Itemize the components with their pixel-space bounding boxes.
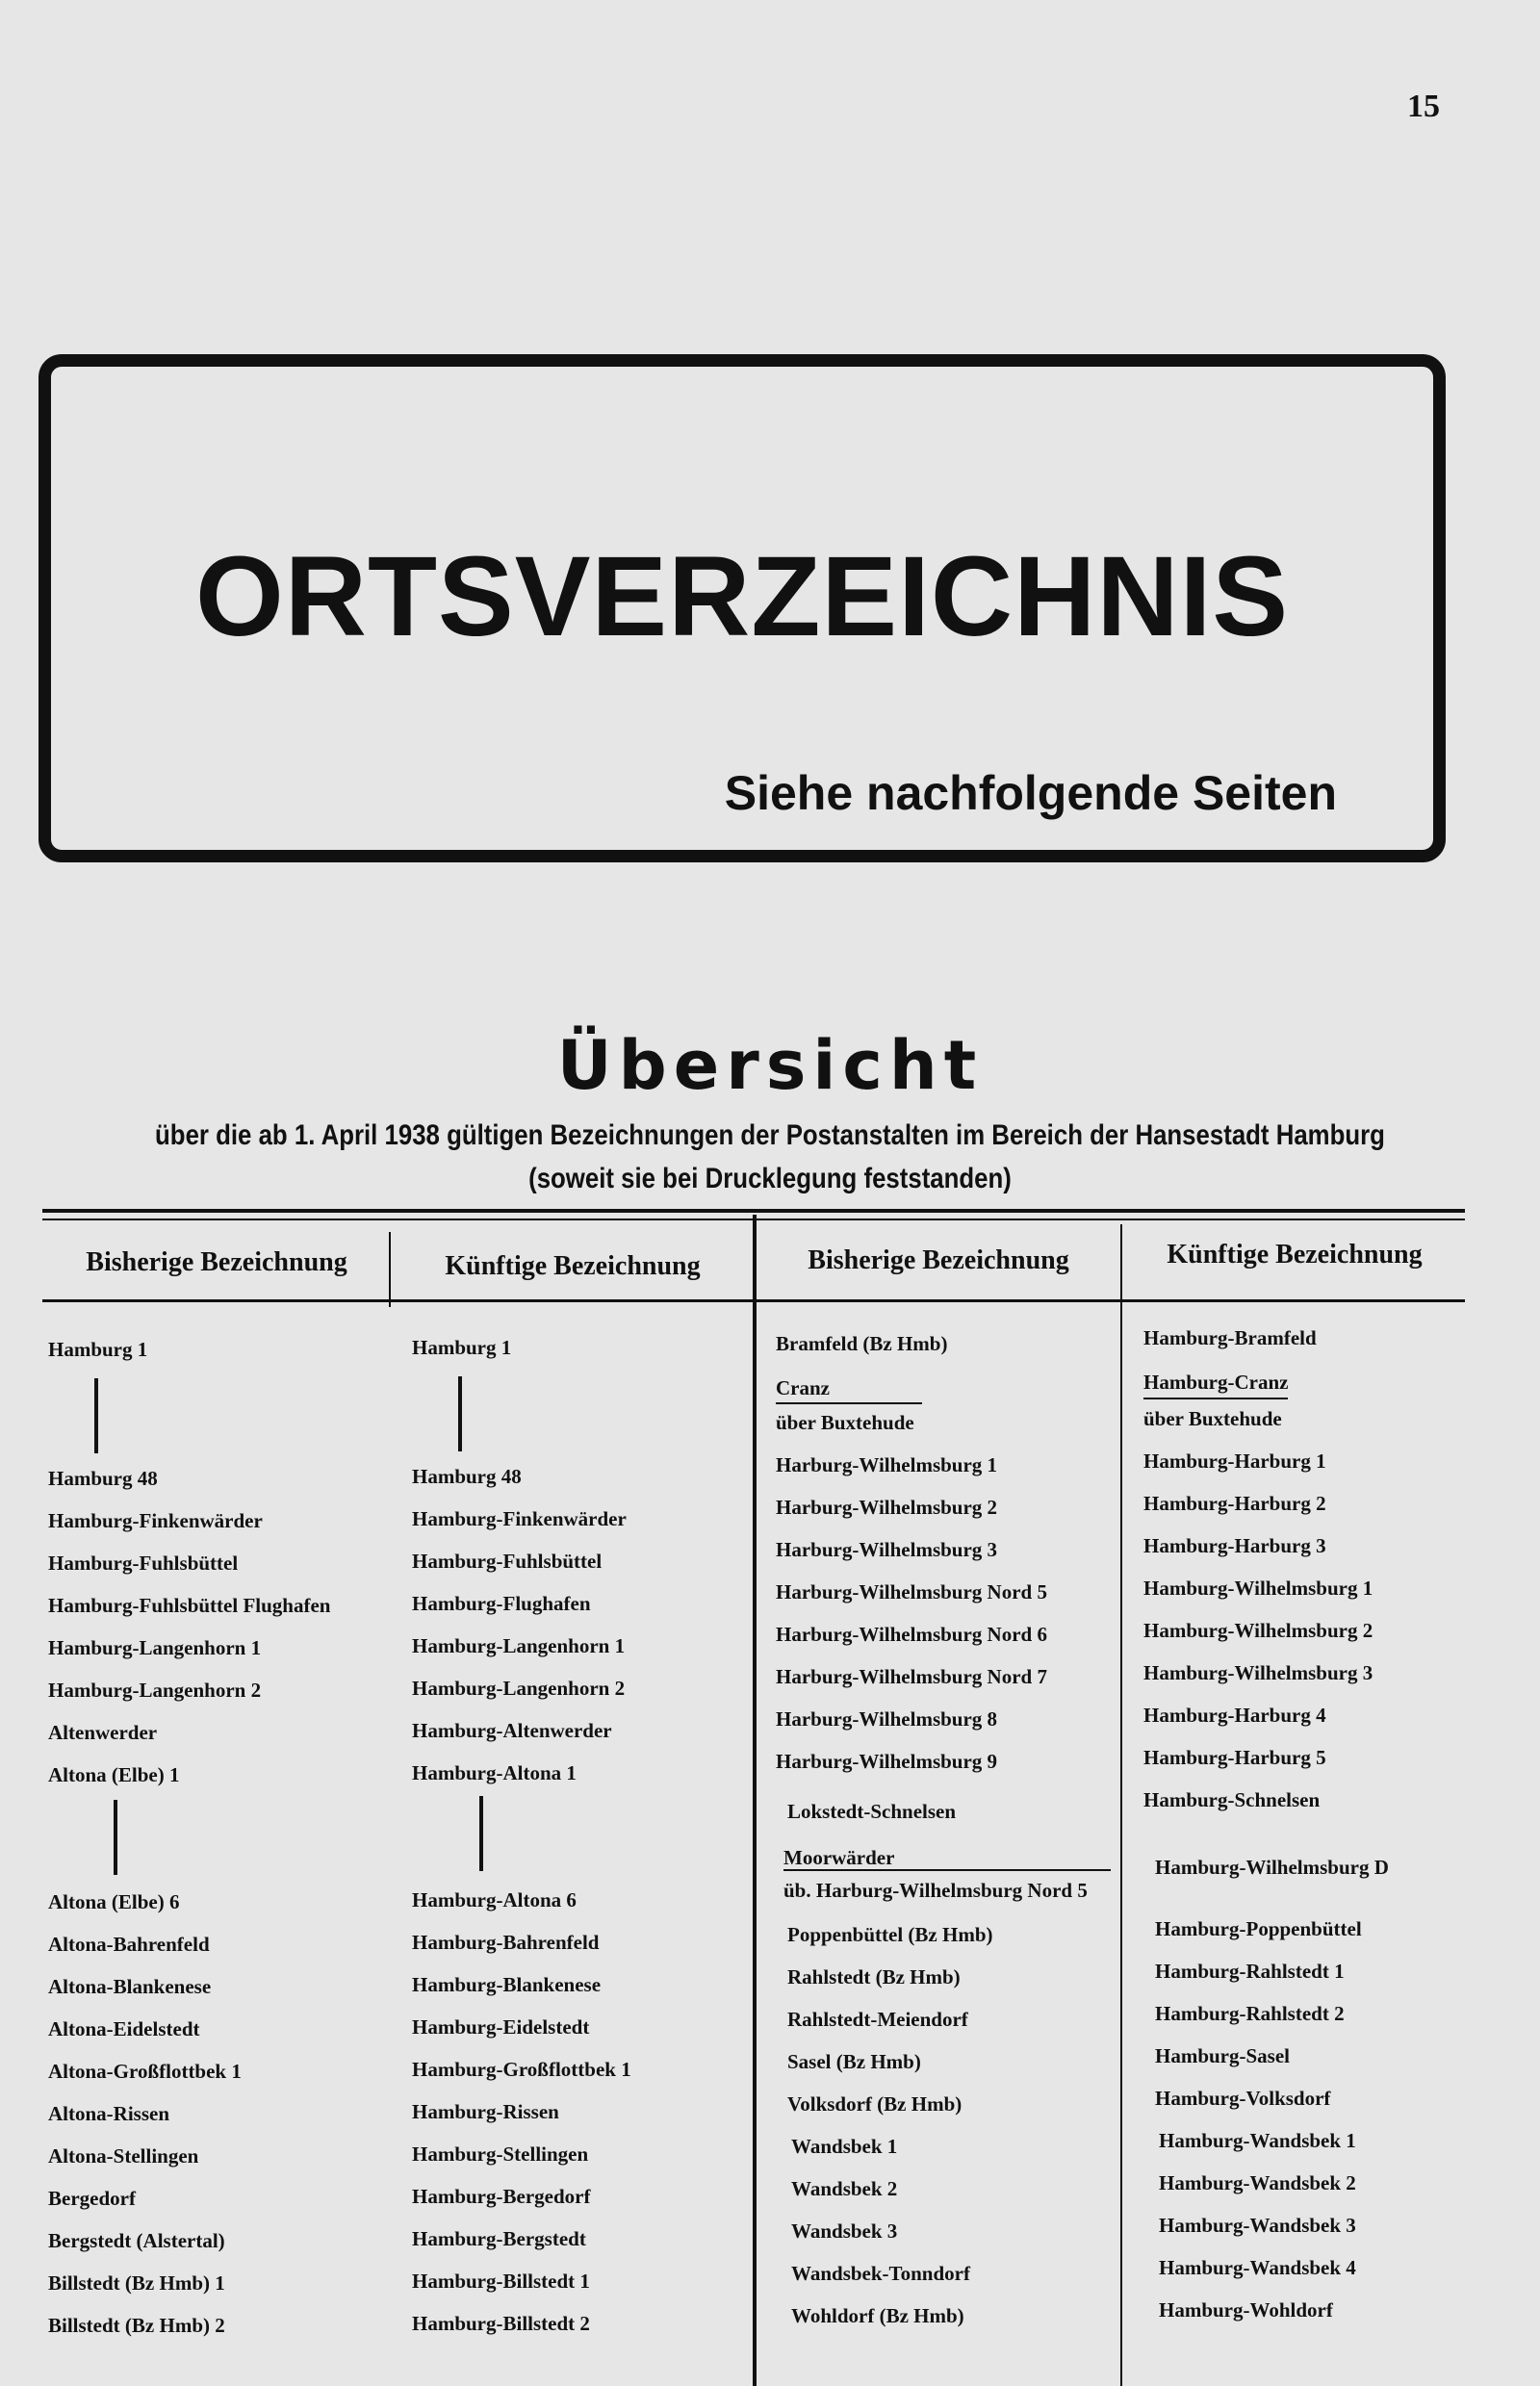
list-item: über Buxtehude xyxy=(776,1411,914,1434)
list-item: über Buxtehude xyxy=(1143,1407,1282,1430)
list-item: Wohldorf (Bz Hmb) xyxy=(791,2304,964,2327)
list-item: Hamburg-Bramfeld xyxy=(1143,1326,1317,1349)
overview-note: (soweit sie bei Drucklegung feststanden) xyxy=(528,1163,1012,1194)
list-item: Cranz xyxy=(776,1376,830,1399)
list-item: Hamburg-Altona 1 xyxy=(412,1761,577,1784)
list-item: Hamburg 48 xyxy=(48,1467,158,1490)
list-item: Harburg-Wilhelmsburg Nord 6 xyxy=(776,1623,1047,1646)
list-item: Bramfeld (Bz Hmb) xyxy=(776,1332,948,1355)
list-item: Hamburg-Wandsbek 3 xyxy=(1159,2214,1356,2237)
list-item: Harburg-Wilhelmsburg 1 xyxy=(776,1453,998,1476)
list-item: Hamburg-Bergstedt xyxy=(412,2227,586,2250)
list-item: Bergstedt (Alstertal) xyxy=(48,2229,225,2252)
list-item: Hamburg-Eidelstedt xyxy=(412,2015,590,2039)
separator-line xyxy=(783,1869,1111,1871)
list-item: Altona (Elbe) 6 xyxy=(48,1890,180,1913)
list-item: Wandsbek 1 xyxy=(791,2135,898,2158)
list-item: Hamburg-Harburg 4 xyxy=(1143,1704,1326,1727)
list-item: Hamburg-Altenwerder xyxy=(412,1719,612,1742)
list-item: Hamburg-Harburg 1 xyxy=(1143,1450,1326,1473)
overview-description: über die ab 1. April 1938 gültigen Bezeichnungen der Postanstalten im Bereich der Hansestadt Hamburg xyxy=(155,1119,1385,1151)
list-item: Harburg-Wilhelmsburg Nord 5 xyxy=(776,1580,1047,1603)
list-item: Altona (Elbe) 1 xyxy=(48,1763,180,1786)
list-item: Hamburg-Großflottbek 1 xyxy=(412,2058,631,2081)
list-item: Poppenbüttel (Bz Hmb) xyxy=(787,1923,993,1946)
list-item: Hamburg-Flughafen xyxy=(412,1592,591,1615)
list-item: Hamburg-Wandsbek 4 xyxy=(1159,2256,1356,2279)
list-item: Altona-Großflottbek 1 xyxy=(48,2060,242,2083)
list-item: Hamburg 1 xyxy=(48,1338,148,1361)
header-right-new: Künftige Bezeichnung xyxy=(1167,1240,1423,1270)
list-item: Wandsbek 3 xyxy=(791,2219,898,2243)
column-right-new xyxy=(1143,1317,1461,2375)
list-item: Hamburg-Volksdorf xyxy=(1155,2087,1331,2110)
list-item: Hamburg-Cranz xyxy=(1143,1371,1289,1394)
list-item: Hamburg-Wilhelmsburg 2 xyxy=(1143,1619,1373,1642)
list-item: Hamburg-Langenhorn 1 xyxy=(48,1636,262,1659)
table-top-rule xyxy=(42,1209,1465,1213)
list-item: Harburg-Wilhelmsburg 8 xyxy=(776,1707,998,1731)
list-item: Hamburg-Finkenwärder xyxy=(48,1509,263,1532)
list-item: Hamburg-Langenhorn 2 xyxy=(48,1679,262,1702)
list-item: Hamburg-Wandsbek 1 xyxy=(1159,2129,1356,2152)
header-left-new: Künftige Bezeichnung xyxy=(445,1251,701,1281)
list-item: Volksdorf (Bz Hmb) xyxy=(787,2092,962,2116)
list-item: Hamburg-Wilhelmsburg D xyxy=(1155,1856,1389,1879)
list-item: Hamburg-Billstedt 1 xyxy=(412,2270,590,2293)
list-item: Hamburg 1 xyxy=(412,1336,512,1359)
list-item: Hamburg-Schnelsen xyxy=(1143,1788,1321,1811)
list-item: Hamburg-Rahlstedt 2 xyxy=(1155,2002,1345,2025)
list-item: Altona-Bahrenfeld xyxy=(48,1933,210,1956)
range-bar xyxy=(114,1800,117,1875)
list-item: Lokstedt-Schnelsen xyxy=(787,1800,957,1823)
page-number: 15 xyxy=(1407,89,1440,124)
list-item: Altenwerder xyxy=(48,1721,158,1744)
list-item: Hamburg-Harburg 3 xyxy=(1143,1534,1326,1557)
list-item: Harburg-Wilhelmsburg 2 xyxy=(776,1496,998,1519)
list-item: Hamburg-Fuhlsbüttel xyxy=(412,1550,603,1573)
separator-line xyxy=(776,1402,922,1404)
list-item: Hamburg-Rissen xyxy=(412,2100,559,2123)
list-item: Wandsbek-Tonndorf xyxy=(791,2262,970,2285)
list-item: üb. Harburg-Wilhelmsburg Nord 5 xyxy=(783,1879,1088,1902)
list-item: Hamburg-Harburg 5 xyxy=(1143,1746,1326,1769)
list-item: Hamburg-Blankenese xyxy=(412,1973,602,1996)
list-item: Hamburg-Wilhelmsburg 3 xyxy=(1143,1661,1373,1684)
header-left-old: Bisherige Bezeichnung xyxy=(86,1247,347,1277)
list-item: Altona-Blankenese xyxy=(48,1975,212,1998)
column-divider-3 xyxy=(1120,1224,1122,2386)
list-item: Sasel (Bz Hmb) xyxy=(787,2050,921,2073)
separator-line xyxy=(1143,1398,1288,1399)
list-item: Harburg-Wilhelmsburg 3 xyxy=(776,1538,998,1561)
list-item: Hamburg-Finkenwärder xyxy=(412,1507,627,1530)
list-item: Hamburg-Fuhlsbüttel Flughafen xyxy=(48,1594,331,1617)
list-item: Hamburg-Harburg 2 xyxy=(1143,1492,1326,1515)
header-right-old: Bisherige Bezeichnung xyxy=(808,1245,1069,1275)
column-divider-1 xyxy=(389,1232,391,1307)
list-item: Harburg-Wilhelmsburg 9 xyxy=(776,1750,998,1773)
list-item: Rahlstedt (Bz Hmb) xyxy=(787,1965,961,1988)
list-item: Hamburg-Wandsbek 2 xyxy=(1159,2171,1356,2194)
list-item: Hamburg-Stellingen xyxy=(412,2142,589,2166)
list-item: Hamburg-Wilhelmsburg 1 xyxy=(1143,1577,1373,1600)
list-item: Hamburg-Langenhorn 2 xyxy=(412,1677,626,1700)
list-item: Hamburg-Billstedt 2 xyxy=(412,2312,590,2335)
list-item: Bergedorf xyxy=(48,2187,136,2210)
list-item: Hamburg-Bergedorf xyxy=(412,2185,591,2208)
title-box xyxy=(38,354,1446,862)
list-item: Hamburg-Sasel xyxy=(1155,2044,1291,2067)
list-item: Altona-Stellingen xyxy=(48,2144,199,2168)
list-item: Billstedt (Bz Hmb) 2 xyxy=(48,2314,225,2337)
column-divider-center xyxy=(753,1215,757,2386)
list-item: Hamburg-Altona 6 xyxy=(412,1888,577,1911)
main-title: ORTSVERZEICHNIS xyxy=(194,533,1290,660)
list-item: Hamburg-Bahrenfeld xyxy=(412,1931,600,1954)
list-item: Moorwärder xyxy=(783,1846,895,1869)
list-item: Hamburg-Poppenbüttel xyxy=(1155,1917,1362,1940)
column-right-old xyxy=(776,1317,1113,2375)
range-bar xyxy=(458,1376,462,1451)
list-item: Altona-Rissen xyxy=(48,2102,170,2125)
list-item: Rahlstedt-Meiendorf xyxy=(787,2008,968,2031)
list-item: Hamburg-Fuhlsbüttel xyxy=(48,1552,239,1575)
column-left-old xyxy=(48,1317,385,2375)
range-bar xyxy=(479,1796,483,1871)
column-left-new xyxy=(412,1317,749,2375)
overview-heading: Übersicht xyxy=(556,1026,984,1105)
list-item: Hamburg-Wohldorf xyxy=(1159,2298,1333,2322)
list-item: Hamburg-Langenhorn 1 xyxy=(412,1634,626,1657)
list-item: Hamburg-Rahlstedt 1 xyxy=(1155,1960,1345,1983)
range-bar xyxy=(94,1378,98,1453)
list-item: Hamburg 48 xyxy=(412,1465,522,1488)
list-item: Altona-Eidelstedt xyxy=(48,2017,200,2040)
list-item: Billstedt (Bz Hmb) 1 xyxy=(48,2271,225,2295)
list-item: Harburg-Wilhelmsburg Nord 7 xyxy=(776,1665,1047,1688)
list-item: Wandsbek 2 xyxy=(791,2177,898,2200)
box-subtitle: Siehe nachfolgende Seiten xyxy=(724,766,1337,820)
